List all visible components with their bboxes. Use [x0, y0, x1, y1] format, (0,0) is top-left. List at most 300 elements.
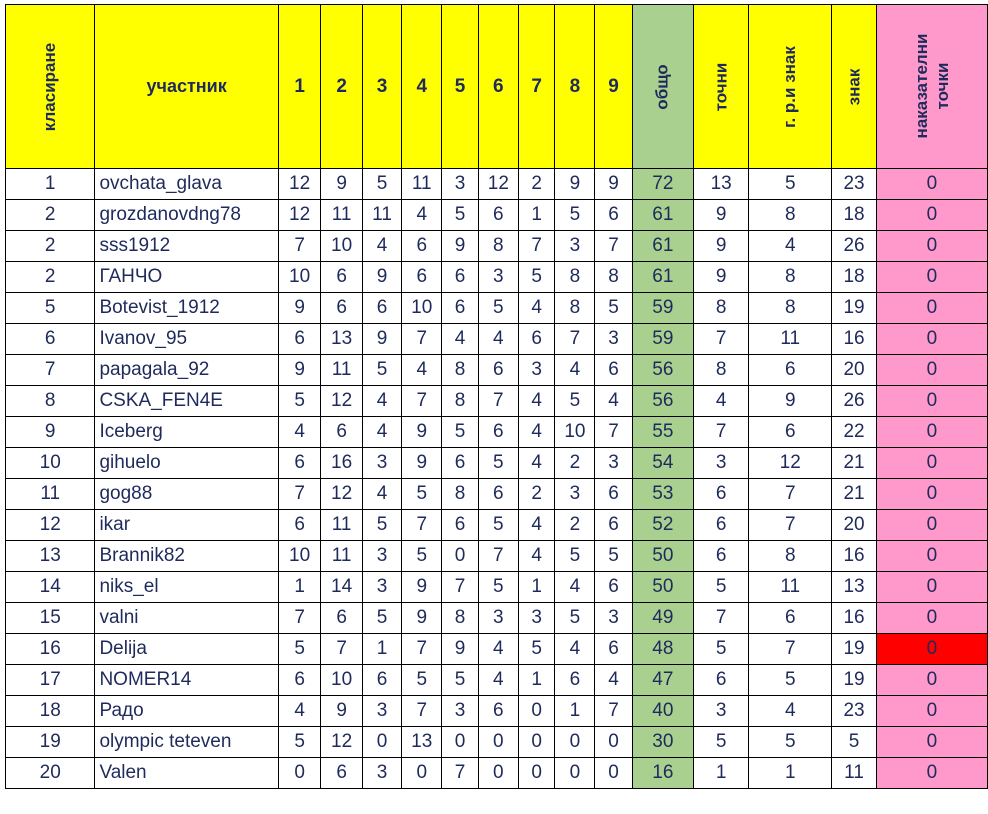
rank-cell: 1 — [6, 169, 95, 200]
rank-cell: 2 — [6, 200, 95, 231]
round-2-cell: 12 — [321, 386, 362, 417]
sign-cell: 22 — [832, 417, 877, 448]
penalty-cell: 0 — [876, 727, 987, 758]
round-8-cell: 8 — [555, 262, 595, 293]
round-4-cell: 7 — [402, 696, 442, 727]
round-3-cell: 9 — [362, 262, 402, 293]
round-1-cell: 12 — [278, 169, 321, 200]
round-1-cell: 7 — [278, 231, 321, 262]
sign-cell: 16 — [832, 603, 877, 634]
round-9-cell: 4 — [595, 665, 632, 696]
penalty-cell: 0 — [876, 603, 987, 634]
round-1-cell: 6 — [278, 510, 321, 541]
header-exact-label: точни — [711, 62, 731, 111]
exact-cell: 7 — [693, 417, 748, 448]
total-cell: 50 — [632, 572, 693, 603]
exact-cell: 6 — [693, 665, 748, 696]
round-8-cell: 9 — [555, 169, 595, 200]
round-3-cell: 3 — [362, 696, 402, 727]
round-5-cell: 3 — [442, 169, 479, 200]
round-8-cell: 4 — [555, 572, 595, 603]
round-6-cell: 3 — [478, 262, 518, 293]
round-5-cell: 5 — [442, 200, 479, 231]
round-9-cell: 5 — [595, 541, 632, 572]
table-row — [6, 169, 988, 200]
round-3-cell: 4 — [362, 417, 402, 448]
participant-name-cell: gog88 — [95, 479, 278, 510]
header-diff-sign-label: г. р.и знак — [780, 45, 800, 128]
round-8-cell: 1 — [555, 696, 595, 727]
rank-cell: 2 — [6, 262, 95, 293]
rank-cell: 7 — [6, 355, 95, 386]
sign-cell: 18 — [832, 200, 877, 231]
round-5-cell: 7 — [442, 572, 479, 603]
diff-sign-cell: 5 — [749, 169, 832, 200]
total-cell: 48 — [632, 634, 693, 665]
participant-name-cell: Iceberg — [95, 417, 278, 448]
exact-cell: 7 — [693, 324, 748, 355]
diff-sign-cell: 4 — [749, 231, 832, 262]
standings-sheet — [5, 4, 988, 789]
round-3-cell: 5 — [362, 510, 402, 541]
round-7-cell: 4 — [518, 417, 555, 448]
round-6-cell: 12 — [478, 169, 518, 200]
round-7-cell: 1 — [518, 200, 555, 231]
round-3-cell: 11 — [362, 200, 402, 231]
round-3-cell: 0 — [362, 727, 402, 758]
header-penalty — [876, 5, 987, 169]
round-1-cell: 1 — [278, 572, 321, 603]
table-row — [6, 479, 988, 510]
exact-cell: 6 — [693, 510, 748, 541]
round-1-cell: 5 — [278, 386, 321, 417]
header-round-6: 6 — [478, 5, 518, 169]
table-row — [6, 510, 988, 541]
exact-cell: 5 — [693, 634, 748, 665]
sign-cell: 20 — [832, 510, 877, 541]
total-cell: 59 — [632, 293, 693, 324]
round-6-cell: 6 — [478, 355, 518, 386]
round-4-cell: 5 — [402, 479, 442, 510]
round-5-cell: 8 — [442, 386, 479, 417]
round-6-cell: 6 — [478, 417, 518, 448]
round-6-cell: 4 — [478, 324, 518, 355]
round-6-cell: 6 — [478, 479, 518, 510]
round-4-cell: 7 — [402, 634, 442, 665]
sign-cell: 23 — [832, 696, 877, 727]
penalty-cell: 0 — [876, 510, 987, 541]
participant-name-cell: olympic teteven — [95, 727, 278, 758]
header-round-1: 1 — [278, 5, 321, 169]
participant-name-cell: ГАНЧО — [95, 262, 278, 293]
rank-cell: 9 — [6, 417, 95, 448]
round-5-cell: 6 — [442, 510, 479, 541]
penalty-cell: 0 — [876, 293, 987, 324]
round-2-cell: 6 — [321, 417, 362, 448]
diff-sign-cell: 6 — [749, 603, 832, 634]
sign-cell: 20 — [832, 355, 877, 386]
total-cell: 53 — [632, 479, 693, 510]
round-2-cell: 9 — [321, 169, 362, 200]
round-3-cell: 3 — [362, 572, 402, 603]
rank-cell: 19 — [6, 727, 95, 758]
round-4-cell: 6 — [402, 262, 442, 293]
exact-cell: 4 — [693, 386, 748, 417]
round-6-cell: 7 — [478, 386, 518, 417]
table-row — [6, 696, 988, 727]
total-cell: 59 — [632, 324, 693, 355]
header-sign — [832, 5, 877, 169]
table-row — [6, 727, 988, 758]
diff-sign-cell: 5 — [749, 665, 832, 696]
round-7-cell: 4 — [518, 386, 555, 417]
rank-cell: 10 — [6, 448, 95, 479]
round-6-cell: 5 — [478, 510, 518, 541]
exact-cell: 1 — [693, 758, 748, 789]
exact-cell: 13 — [693, 169, 748, 200]
round-8-cell: 0 — [555, 758, 595, 789]
round-3-cell: 9 — [362, 324, 402, 355]
round-8-cell: 8 — [555, 293, 595, 324]
round-5-cell: 5 — [442, 665, 479, 696]
exact-cell: 3 — [693, 448, 748, 479]
round-3-cell: 4 — [362, 386, 402, 417]
sign-cell: 19 — [832, 634, 877, 665]
round-5-cell: 4 — [442, 324, 479, 355]
round-7-cell: 2 — [518, 479, 555, 510]
round-8-cell: 5 — [555, 603, 595, 634]
round-7-cell: 6 — [518, 324, 555, 355]
penalty-cell: 0 — [876, 231, 987, 262]
header-round-8: 8 — [555, 5, 595, 169]
diff-sign-cell: 9 — [749, 386, 832, 417]
sign-cell: 23 — [832, 169, 877, 200]
total-cell: 52 — [632, 510, 693, 541]
round-9-cell: 3 — [595, 603, 632, 634]
round-1-cell: 4 — [278, 417, 321, 448]
round-7-cell: 3 — [518, 603, 555, 634]
round-4-cell: 9 — [402, 572, 442, 603]
header-round-9: 9 — [595, 5, 632, 169]
header-total — [632, 5, 693, 169]
participant-name-cell: gihuelo — [95, 448, 278, 479]
header-round-4: 4 — [402, 5, 442, 169]
round-3-cell: 6 — [362, 293, 402, 324]
table-row — [6, 324, 988, 355]
round-8-cell: 4 — [555, 355, 595, 386]
sign-cell: 21 — [832, 479, 877, 510]
header-penalty-label: наказателни точки — [911, 33, 952, 139]
round-4-cell: 7 — [402, 510, 442, 541]
round-5-cell: 6 — [442, 262, 479, 293]
round-2-cell: 16 — [321, 448, 362, 479]
round-6-cell: 4 — [478, 665, 518, 696]
round-9-cell: 7 — [595, 417, 632, 448]
round-6-cell: 6 — [478, 696, 518, 727]
round-1-cell: 5 — [278, 727, 321, 758]
total-cell: 56 — [632, 355, 693, 386]
round-5-cell: 0 — [442, 541, 479, 572]
round-1-cell: 10 — [278, 262, 321, 293]
rank-cell: 15 — [6, 603, 95, 634]
diff-sign-cell: 6 — [749, 417, 832, 448]
standings-body — [6, 169, 988, 789]
round-4-cell: 7 — [402, 324, 442, 355]
participant-name-cell: Delija — [95, 634, 278, 665]
total-cell: 49 — [632, 603, 693, 634]
penalty-cell: 0 — [876, 634, 987, 665]
table-row — [6, 665, 988, 696]
participant-name-cell: papagala_92 — [95, 355, 278, 386]
round-3-cell: 6 — [362, 665, 402, 696]
table-row — [6, 758, 988, 789]
round-6-cell: 5 — [478, 448, 518, 479]
total-cell: 50 — [632, 541, 693, 572]
sign-cell: 16 — [832, 541, 877, 572]
table-row — [6, 541, 988, 572]
round-4-cell: 9 — [402, 417, 442, 448]
diff-sign-cell: 7 — [749, 634, 832, 665]
rank-cell: 17 — [6, 665, 95, 696]
round-1-cell: 7 — [278, 603, 321, 634]
total-cell: 54 — [632, 448, 693, 479]
round-5-cell: 5 — [442, 417, 479, 448]
total-cell: 47 — [632, 665, 693, 696]
total-cell: 40 — [632, 696, 693, 727]
round-6-cell: 6 — [478, 200, 518, 231]
rank-cell: 2 — [6, 231, 95, 262]
exact-cell: 5 — [693, 727, 748, 758]
rank-cell: 11 — [6, 479, 95, 510]
sign-cell: 13 — [832, 572, 877, 603]
round-5-cell: 6 — [442, 448, 479, 479]
diff-sign-cell: 8 — [749, 293, 832, 324]
penalty-cell: 0 — [876, 355, 987, 386]
round-4-cell: 4 — [402, 200, 442, 231]
round-2-cell: 6 — [321, 603, 362, 634]
round-2-cell: 6 — [321, 758, 362, 789]
round-9-cell: 6 — [595, 200, 632, 231]
penalty-cell: 0 — [876, 541, 987, 572]
round-4-cell: 5 — [402, 541, 442, 572]
round-1-cell: 10 — [278, 541, 321, 572]
rank-cell: 5 — [6, 293, 95, 324]
diff-sign-cell: 8 — [749, 200, 832, 231]
round-2-cell: 10 — [321, 665, 362, 696]
header-round-2: 2 — [321, 5, 362, 169]
round-7-cell: 1 — [518, 665, 555, 696]
participant-name-cell: CSKA_FEN4E — [95, 386, 278, 417]
sign-cell: 18 — [832, 262, 877, 293]
header-exact — [693, 5, 748, 169]
round-3-cell: 3 — [362, 758, 402, 789]
round-7-cell: 4 — [518, 448, 555, 479]
round-1-cell: 12 — [278, 200, 321, 231]
header-rank-label: класиране — [40, 42, 60, 131]
round-9-cell: 7 — [595, 231, 632, 262]
round-2-cell: 10 — [321, 231, 362, 262]
header-sign-label: знак — [844, 68, 864, 105]
participant-name-cell: Ivanov_95 — [95, 324, 278, 355]
penalty-cell: 0 — [876, 169, 987, 200]
round-6-cell: 5 — [478, 572, 518, 603]
round-8-cell: 6 — [555, 665, 595, 696]
round-1-cell: 6 — [278, 448, 321, 479]
round-9-cell: 5 — [595, 293, 632, 324]
sign-cell: 16 — [832, 324, 877, 355]
total-cell: 61 — [632, 231, 693, 262]
round-9-cell: 6 — [595, 634, 632, 665]
exact-cell: 5 — [693, 572, 748, 603]
round-3-cell: 5 — [362, 603, 402, 634]
round-1-cell: 4 — [278, 696, 321, 727]
sign-cell: 21 — [832, 448, 877, 479]
round-9-cell: 7 — [595, 696, 632, 727]
round-7-cell: 7 — [518, 231, 555, 262]
round-9-cell: 6 — [595, 479, 632, 510]
round-6-cell: 8 — [478, 231, 518, 262]
round-7-cell: 4 — [518, 293, 555, 324]
rank-cell: 14 — [6, 572, 95, 603]
total-cell: 55 — [632, 417, 693, 448]
table-row — [6, 200, 988, 231]
round-5-cell: 8 — [442, 603, 479, 634]
round-8-cell: 4 — [555, 634, 595, 665]
header-diff-sign — [749, 5, 832, 169]
round-9-cell: 3 — [595, 448, 632, 479]
diff-sign-cell: 7 — [749, 510, 832, 541]
sign-cell: 19 — [832, 665, 877, 696]
rank-cell: 16 — [6, 634, 95, 665]
exact-cell: 8 — [693, 355, 748, 386]
round-9-cell: 0 — [595, 727, 632, 758]
round-8-cell: 7 — [555, 324, 595, 355]
participant-name-cell: Радо — [95, 696, 278, 727]
round-1-cell: 6 — [278, 665, 321, 696]
round-4-cell: 9 — [402, 603, 442, 634]
diff-sign-cell: 5 — [749, 727, 832, 758]
penalty-cell: 0 — [876, 572, 987, 603]
exact-cell: 8 — [693, 293, 748, 324]
round-8-cell: 10 — [555, 417, 595, 448]
round-3-cell: 1 — [362, 634, 402, 665]
round-2-cell: 11 — [321, 355, 362, 386]
penalty-cell: 0 — [876, 665, 987, 696]
table-row — [6, 603, 988, 634]
diff-sign-cell: 7 — [749, 479, 832, 510]
table-row — [6, 231, 988, 262]
round-7-cell: 5 — [518, 634, 555, 665]
participant-name-cell: niks_el — [95, 572, 278, 603]
header-round-7: 7 — [518, 5, 555, 169]
round-3-cell: 3 — [362, 448, 402, 479]
round-1-cell: 9 — [278, 355, 321, 386]
header-total-label: общо — [652, 63, 672, 110]
round-7-cell: 3 — [518, 355, 555, 386]
round-8-cell: 5 — [555, 386, 595, 417]
round-2-cell: 11 — [321, 541, 362, 572]
round-4-cell: 13 — [402, 727, 442, 758]
penalty-cell: 0 — [876, 417, 987, 448]
round-7-cell: 5 — [518, 262, 555, 293]
header-rank — [6, 5, 95, 169]
participant-name-cell: ikar — [95, 510, 278, 541]
round-5-cell: 8 — [442, 479, 479, 510]
round-1-cell: 0 — [278, 758, 321, 789]
sign-cell: 5 — [832, 727, 877, 758]
penalty-cell: 0 — [876, 696, 987, 727]
table-row — [6, 355, 988, 386]
diff-sign-cell: 6 — [749, 355, 832, 386]
exact-cell: 9 — [693, 262, 748, 293]
exact-cell: 7 — [693, 603, 748, 634]
header-round-5: 5 — [442, 5, 479, 169]
diff-sign-cell: 11 — [749, 324, 832, 355]
rank-cell: 8 — [6, 386, 95, 417]
round-2-cell: 7 — [321, 634, 362, 665]
round-1-cell: 9 — [278, 293, 321, 324]
penalty-cell: 0 — [876, 479, 987, 510]
round-3-cell: 5 — [362, 355, 402, 386]
diff-sign-cell: 8 — [749, 262, 832, 293]
round-8-cell: 3 — [555, 479, 595, 510]
round-8-cell: 2 — [555, 448, 595, 479]
total-cell: 72 — [632, 169, 693, 200]
total-cell: 61 — [632, 200, 693, 231]
round-6-cell: 7 — [478, 541, 518, 572]
sign-cell: 26 — [832, 386, 877, 417]
sign-cell: 26 — [832, 231, 877, 262]
round-9-cell: 4 — [595, 386, 632, 417]
exact-cell: 3 — [693, 696, 748, 727]
round-2-cell: 11 — [321, 510, 362, 541]
round-3-cell: 4 — [362, 479, 402, 510]
total-cell: 61 — [632, 262, 693, 293]
rank-cell: 18 — [6, 696, 95, 727]
round-7-cell: 4 — [518, 510, 555, 541]
round-9-cell: 6 — [595, 355, 632, 386]
round-6-cell: 0 — [478, 727, 518, 758]
table-row — [6, 634, 988, 665]
round-6-cell: 4 — [478, 634, 518, 665]
rank-cell: 20 — [6, 758, 95, 789]
round-9-cell: 6 — [595, 510, 632, 541]
penalty-cell: 0 — [876, 386, 987, 417]
round-1-cell: 7 — [278, 479, 321, 510]
participant-name-cell: grozdanovdng78 — [95, 200, 278, 231]
round-4-cell: 5 — [402, 665, 442, 696]
table-row — [6, 386, 988, 417]
round-4-cell: 10 — [402, 293, 442, 324]
round-8-cell: 5 — [555, 541, 595, 572]
round-8-cell: 5 — [555, 200, 595, 231]
round-7-cell: 2 — [518, 169, 555, 200]
penalty-cell: 0 — [876, 324, 987, 355]
round-4-cell: 11 — [402, 169, 442, 200]
round-4-cell: 0 — [402, 758, 442, 789]
diff-sign-cell: 4 — [749, 696, 832, 727]
round-2-cell: 6 — [321, 262, 362, 293]
penalty-cell: 0 — [876, 758, 987, 789]
total-cell: 56 — [632, 386, 693, 417]
round-5-cell: 0 — [442, 727, 479, 758]
round-3-cell: 5 — [362, 169, 402, 200]
round-7-cell: 4 — [518, 541, 555, 572]
round-5-cell: 7 — [442, 758, 479, 789]
round-9-cell: 6 — [595, 572, 632, 603]
round-7-cell: 0 — [518, 696, 555, 727]
participant-name-cell: NOMER14 — [95, 665, 278, 696]
